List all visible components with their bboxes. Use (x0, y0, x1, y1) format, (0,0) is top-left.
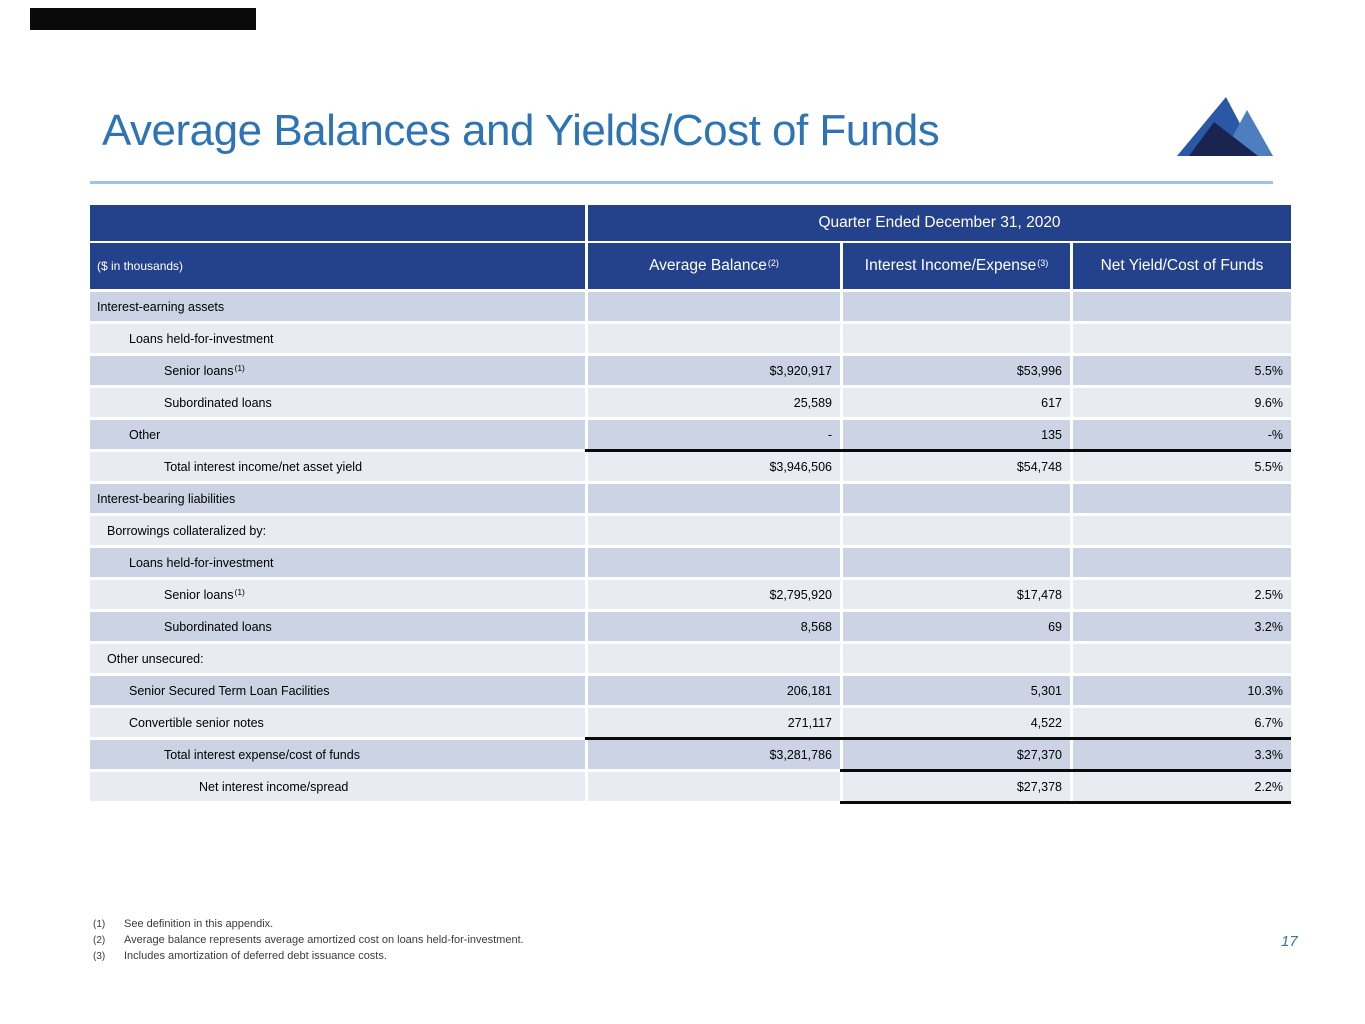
average-balance-value (588, 324, 840, 353)
net-yield-label: Net Yield/Cost of Funds (1100, 257, 1264, 274)
average-balance-value (588, 772, 840, 801)
interest-income-value: 5,301 (843, 676, 1070, 705)
table-row (90, 388, 1291, 417)
footnote-3-number: (3) (93, 950, 106, 962)
row-label: Total interest expense/cost of funds (164, 747, 360, 762)
net-yield-value: 3.2% (1073, 612, 1291, 641)
table-row (90, 772, 1291, 801)
footnote-3 (93, 949, 524, 965)
redacted-company-name (30, 8, 256, 30)
interest-income-value: $27,370 (843, 740, 1070, 769)
average-balance-footnote-ref: (2) (767, 258, 779, 268)
header-net-yield-cell (1073, 243, 1291, 289)
row-label: Loans held-for-investment (129, 555, 274, 570)
average-balance-value: - (588, 420, 840, 449)
row-label: Subordinated loans (164, 619, 272, 634)
row-label-cell (90, 644, 585, 673)
row-label: Total interest income/net asset yield (164, 459, 363, 474)
page-number: 17 (1281, 933, 1298, 950)
average-balance-value (588, 484, 840, 513)
row-label-cell (90, 708, 585, 737)
row-label: Net interest income/spread (199, 779, 349, 794)
row-label-cell (90, 452, 585, 481)
average-balance-value: 271,117 (588, 708, 840, 737)
net-yield-value (1073, 644, 1291, 673)
net-yield-value: 2.2% (1073, 772, 1291, 801)
page-title: Average Balances and Yields/Cost of Funds (102, 106, 940, 155)
net-yield-value: 5.5% (1073, 452, 1291, 481)
row-label-cell (90, 484, 585, 513)
footnote-1-number: (1) (93, 919, 106, 930)
net-yield-value (1073, 516, 1291, 545)
table-body (90, 292, 1291, 801)
row-footnote-ref: (1) (234, 587, 245, 597)
footnote-2-text: Average balance represents average amortized cost on loans held-for-investment. (124, 933, 524, 946)
interest-income-footnote-ref: (3) (1037, 258, 1049, 268)
average-balance-value (588, 548, 840, 577)
footnote-3-text: Includes amortization of deferred debt issuance costs. (124, 949, 387, 962)
row-label-cell (90, 356, 585, 385)
table-row (90, 644, 1291, 673)
row-footnote-ref: (1) (234, 363, 245, 373)
table-row (90, 612, 1291, 641)
quarter-label: Quarter Ended December 31, 2020 (818, 214, 1061, 231)
table-row (90, 292, 1291, 321)
interest-income-value (843, 484, 1070, 513)
row-label: Senior Secured Term Loan Facilities (129, 683, 330, 698)
average-balance-value: $2,795,920 (588, 580, 840, 609)
interest-income-value: $53,996 (843, 356, 1070, 385)
table-header-row-columns (90, 243, 1291, 289)
table-row (90, 452, 1291, 481)
average-balance-label: Average Balance (649, 257, 767, 274)
row-label-cell (90, 548, 585, 577)
interest-income-value: 4,522 (843, 708, 1070, 737)
footnote-1-text: See definition in this appendix. (124, 918, 274, 930)
interest-income-value: 617 (843, 388, 1070, 417)
footnotes (93, 917, 524, 964)
units-label: ($ in thousands) (97, 259, 184, 273)
average-balances-table (90, 205, 1291, 804)
average-balance-value (588, 644, 840, 673)
average-balance-value: $3,281,786 (588, 740, 840, 769)
net-yield-value: -% (1073, 420, 1291, 449)
row-label: Subordinated loans (164, 395, 272, 410)
header-interest-income-cell (843, 243, 1070, 289)
table-row (90, 420, 1291, 449)
interest-income-value: 135 (843, 420, 1070, 449)
table-row (90, 580, 1291, 609)
row-label-cell (90, 292, 585, 321)
header-empty-cell (90, 205, 585, 241)
interest-income-value (843, 644, 1070, 673)
table-row (90, 484, 1291, 513)
table-row (90, 548, 1291, 577)
interest-income-value (843, 548, 1070, 577)
row-label: Other (129, 427, 161, 442)
footnote-2 (93, 933, 524, 949)
row-label: Convertible senior notes (129, 715, 264, 730)
net-yield-value: 5.5% (1073, 356, 1291, 385)
row-label: Interest-bearing liabilities (97, 491, 236, 506)
interest-income-value (843, 292, 1070, 321)
average-balance-value: $3,946,506 (588, 452, 840, 481)
row-label-cell (90, 420, 585, 449)
mountain-logo-icon (1176, 90, 1276, 158)
net-yield-value (1073, 548, 1291, 577)
row-label: Senior loans (164, 587, 234, 602)
table-row (90, 740, 1291, 769)
net-yield-value (1073, 292, 1291, 321)
average-balance-value: 25,589 (588, 388, 840, 417)
row-label-cell (90, 772, 585, 801)
average-balance-value: 206,181 (588, 676, 840, 705)
row-label: Interest-earning assets (97, 299, 225, 314)
table-row (90, 516, 1291, 545)
row-label: Loans held-for-investment (129, 331, 274, 346)
row-label-cell (90, 740, 585, 769)
header-units-cell (90, 243, 585, 289)
net-yield-value: 10.3% (1073, 676, 1291, 705)
header-average-balance-cell (588, 243, 840, 289)
footnote-1 (93, 917, 524, 933)
net-yield-value: 2.5% (1073, 580, 1291, 609)
interest-income-value (843, 516, 1070, 545)
average-balance-value (588, 292, 840, 321)
average-balance-value: $3,920,917 (588, 356, 840, 385)
net-yield-value (1073, 484, 1291, 513)
table-header-row-quarter (90, 205, 1291, 241)
table-row (90, 676, 1291, 705)
header-quarter-cell (588, 205, 1291, 241)
interest-income-value: $27,378 (843, 772, 1070, 801)
interest-income-value: $17,478 (843, 580, 1070, 609)
average-balance-value (588, 516, 840, 545)
row-label: Other unsecured: (107, 651, 204, 666)
net-yield-value (1073, 324, 1291, 353)
subtotal-rule (840, 801, 1291, 804)
net-yield-value: 6.7% (1073, 708, 1291, 737)
table-row (90, 708, 1291, 737)
footnote-2-number: (2) (93, 934, 106, 946)
interest-income-value: 69 (843, 612, 1070, 641)
table-row (90, 324, 1291, 353)
net-yield-value: 9.6% (1073, 388, 1291, 417)
net-yield-value: 3.3% (1073, 740, 1291, 769)
row-label-cell (90, 516, 585, 545)
row-label-cell (90, 612, 585, 641)
interest-income-label: Interest Income/Expense (864, 257, 1037, 274)
interest-income-value: $54,748 (843, 452, 1070, 481)
row-label-cell (90, 580, 585, 609)
row-label: Senior loans (164, 363, 234, 378)
average-balance-value: 8,568 (588, 612, 840, 641)
row-label-cell (90, 676, 585, 705)
row-label: Borrowings collateralized by: (107, 523, 267, 538)
row-label-cell (90, 388, 585, 417)
table-row (90, 356, 1291, 385)
row-label-cell (90, 324, 585, 353)
title-divider (90, 181, 1273, 184)
interest-income-value (843, 324, 1070, 353)
